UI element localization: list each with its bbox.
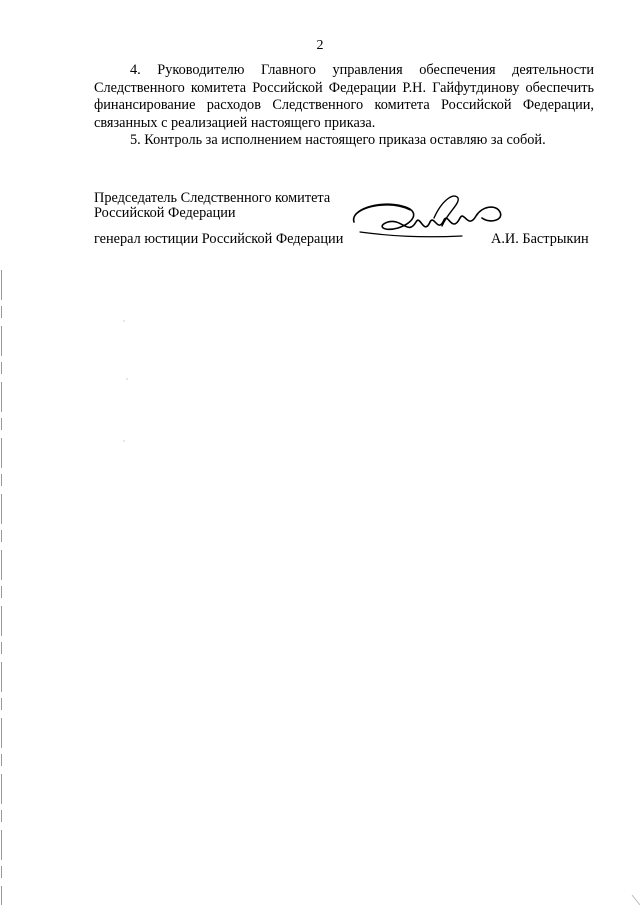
- paragraph-5: 5. Контроль за исполнением настоящего приказа оставляю за собой.: [130, 132, 546, 148]
- page-number: 2: [316, 38, 324, 53]
- signatory-rank: генерал юстиции Российской Федерации: [94, 231, 344, 247]
- paragraph-4: 4. Руководителю Главного управления обеспечения деятельности Следственного комитета Российской Федерации Р.Н. Гайфутдинову обеспечить финансирование расходов Следственного комитета Российской Федерации, связанных с реализацией настоящего приказа.: [94, 62, 594, 131]
- body-text: [94, 62, 594, 150]
- signatory-title: [94, 191, 330, 221]
- handwritten-signature: [350, 192, 510, 252]
- signatory-title-line2: Российской Федерации: [94, 205, 236, 221]
- signatory-name: А.И. Бастрыкин: [491, 231, 589, 247]
- signatory-title-line1: Председатель Следственного комитета: [94, 190, 331, 206]
